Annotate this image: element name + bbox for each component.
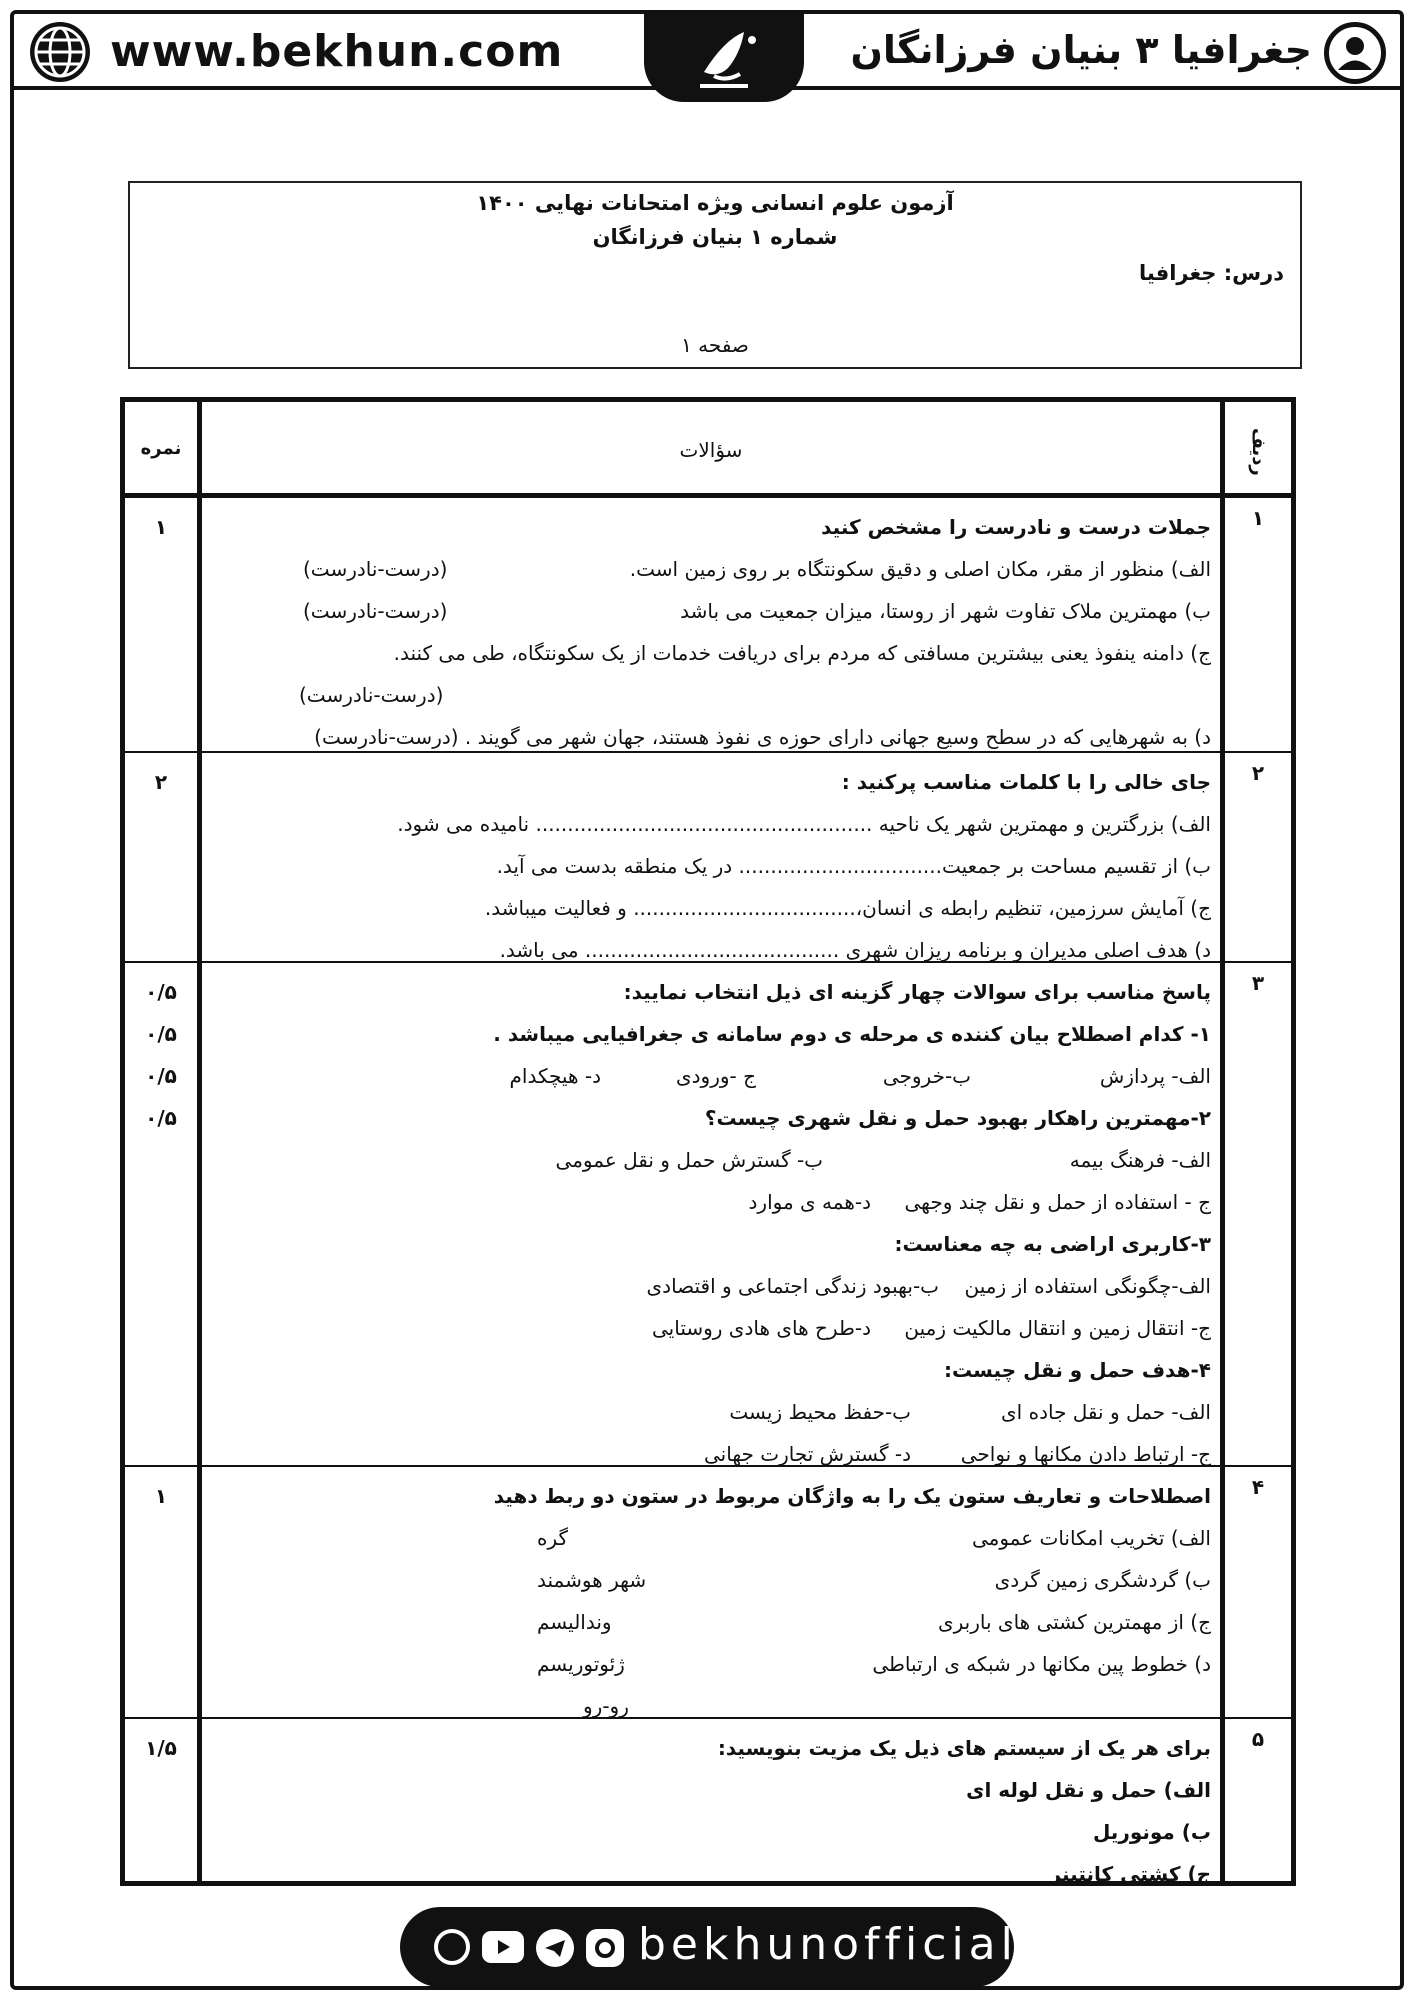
option-a: الف- پردازش — [1099, 1064, 1211, 1088]
question-title: پاسخ مناسب برای سوالات چهار گزینه ای ذیل انتخاب نمایید: — [623, 980, 1211, 1004]
option-a: الف-چگونگی استفاده از زمین — [964, 1274, 1211, 1298]
youtube-icon[interactable] — [482, 1931, 524, 1963]
brand-logo — [644, 10, 804, 102]
row-score: ۲ — [154, 770, 168, 794]
option-b: ب- گسترش حمل و نقل عمومی — [555, 1148, 823, 1172]
true-false-option: (درست-نادرست) — [299, 683, 444, 707]
row-number: ۴ — [1251, 1475, 1265, 1499]
sub-score: ۰/۵ — [145, 1022, 177, 1046]
option-c: ج - استفاده از حمل و نقل چند وجهی — [904, 1190, 1211, 1214]
blank-a: الف) بزرگترین و مهمترین شهر یک ناحیه ..................................................... نامیده می شود. — [397, 812, 1211, 836]
sub-score: ۰/۵ — [145, 980, 177, 1004]
header-score: نمره — [140, 438, 182, 459]
match-word: ژئوتوریسم — [537, 1652, 625, 1676]
subquestion-1: ۱- کدام اصطلاح بیان کننده ی مرحله ی دوم سامانه ی جغرافیایی میباشد . — [493, 1022, 1211, 1046]
row-scores — [125, 971, 197, 1139]
option-a: الف- فرهنگ بیمه — [1069, 1148, 1211, 1172]
statement-d: د) به شهرهایی که در سطح وسیع جهانی دارای حوزه ی نفوذ هستند، جهان شهر می گویند . (درست-نادرست) — [314, 725, 1211, 749]
term-c: ج) از مهمترین کشتی های باربری — [937, 1610, 1211, 1634]
table-row — [125, 1467, 1291, 1719]
true-false-option: (درست-نادرست) — [303, 557, 448, 581]
row-number: ۲ — [1251, 761, 1265, 785]
subquestion-3: ۳-کاربری اراضی به چه معناست: — [894, 1232, 1211, 1256]
table-row — [125, 1719, 1291, 1886]
system-c: ج) کشتی کانتینر — [1049, 1862, 1211, 1886]
social-handle[interactable]: bekhunofficial — [638, 1919, 1018, 1970]
subquestion-4: ۴-هدف حمل و نقل چیست: — [944, 1358, 1211, 1382]
question-body — [209, 506, 1211, 758]
question-title: جملات درست و نادرست را مشخص کنید — [821, 515, 1211, 539]
social-footer — [400, 1907, 1018, 1987]
match-word: شهر هوشمند — [537, 1568, 647, 1592]
globe-icon — [30, 22, 90, 82]
blank-d: د) هدف اصلی مدیران و برنامه ریزان شهری ........................................ می باشد. — [499, 938, 1211, 962]
term-d: د) خطوط پین مکانها در شبکه ی ارتباطی — [872, 1652, 1211, 1676]
term-a: الف) تخریب امکانات عمومی — [971, 1526, 1211, 1550]
header-bar — [14, 14, 1400, 90]
subquestion-2: ۲-مهمترین راهکار بهبود حمل و نقل شهری چیست؟ — [704, 1106, 1211, 1130]
telegram-icon[interactable] — [536, 1929, 574, 1967]
exam-info-box — [128, 181, 1302, 369]
question-body — [209, 1727, 1211, 1895]
table-row — [125, 753, 1291, 963]
sub-score: ۰/۵ — [145, 1106, 177, 1130]
question-title: جای خالی را با کلمات مناسب پرکنید : — [841, 770, 1211, 794]
option-d: د- هیچکدام — [509, 1064, 601, 1088]
option-c: ج -ورودی — [675, 1064, 756, 1088]
blank-b: ب) از تقسیم مساحت بر جمعیت................................ در یک منطقه بدست می آید. — [496, 854, 1211, 878]
option-d: د- گسترش تجارت جهانی — [703, 1442, 911, 1466]
table-row — [125, 498, 1291, 753]
exam-number: شماره ۱ بنیان فرزانگان — [592, 225, 838, 249]
match-word: وندالیسم — [537, 1610, 612, 1634]
sub-score: ۰/۵ — [145, 1064, 177, 1088]
row-score: ۱ — [154, 515, 168, 539]
statement-c: ج) دامنه ینفوذ یعنی بیشترین مسافتی که مردم برای دریافت خدمات از یک سکونتگاه، طی می کنند. — [393, 641, 1211, 665]
camera-icon[interactable] — [586, 1929, 624, 1967]
system-a: الف) حمل و نقل لوله ای — [966, 1778, 1211, 1802]
system-b: ب) مونوریل — [1092, 1820, 1211, 1844]
table-row — [125, 963, 1291, 1467]
exam-subject: درس: جغرافیا — [1138, 261, 1284, 285]
page-number: صفحه ۱ — [681, 333, 749, 357]
option-c: ج- انتقال زمین و انتقال مالکیت زمین — [904, 1316, 1211, 1340]
option-d: د-همه ی موارد — [748, 1190, 871, 1214]
header-row-number: ردیف — [1248, 428, 1269, 476]
table-header — [125, 402, 1291, 498]
document-title: جغرافیا ۳ بنیان فرزانگان — [850, 28, 1312, 72]
row-score: ۱/۵ — [145, 1736, 177, 1760]
question-title: اصطلاحات و تعاریف ستون یک را به واژگان مربوط در ستون دو ربط دهید — [493, 1484, 1211, 1508]
row-number: ۳ — [1251, 971, 1265, 995]
user-icon — [1324, 22, 1386, 84]
statement-b: ب) مهمترین ملاک تفاوت شهر از روستا، میزان جمعیت می باشد — [680, 599, 1211, 623]
statement-a: الف) منظور از مقر، مکان اصلی و دقیق سکونتگاه بر روی زمین است. — [629, 557, 1211, 581]
questions-table — [120, 397, 1296, 1886]
header-questions: سؤالات — [679, 438, 743, 462]
option-b: ب-خروجی — [882, 1064, 971, 1088]
blank-c: ج) آمایش سرزمین، تنظیم رابطه ی انسان،................................... و فعالیت میباشد. — [484, 896, 1211, 920]
exam-title: آزمون علوم انسانی ویژه امتحانات نهایی ۱۴۰۰ — [476, 191, 954, 215]
question-body — [209, 971, 1211, 1475]
option-b: ب-بهبود زندگی اجتماعی و اقتصادی — [646, 1274, 939, 1298]
true-false-option: (درست-نادرست) — [303, 599, 448, 623]
row-number: ۵ — [1251, 1727, 1265, 1751]
question-body — [209, 761, 1211, 971]
question-title: برای هر یک از سیستم های ذیل یک مزیت بنویسید: — [717, 1736, 1211, 1760]
match-word: گره — [537, 1526, 569, 1550]
term-b: ب) گردشگری زمین گردی — [994, 1568, 1211, 1592]
website-url[interactable]: www.bekhun.com — [110, 26, 564, 77]
instagram-icon[interactable] — [434, 1929, 470, 1965]
option-b: ب-حفظ محیط زیست — [729, 1400, 911, 1424]
option-d: د-طرح های هادی روستایی — [652, 1316, 871, 1340]
option-a: الف- حمل و نقل جاده ای — [1001, 1400, 1211, 1424]
match-word: رو-رو — [583, 1694, 629, 1718]
row-score: ۱ — [154, 1484, 168, 1508]
question-body — [209, 1475, 1211, 1727]
row-number: ۱ — [1251, 506, 1265, 530]
option-c: ج- ارتباط دادن مکانها و نواحی — [960, 1442, 1211, 1466]
